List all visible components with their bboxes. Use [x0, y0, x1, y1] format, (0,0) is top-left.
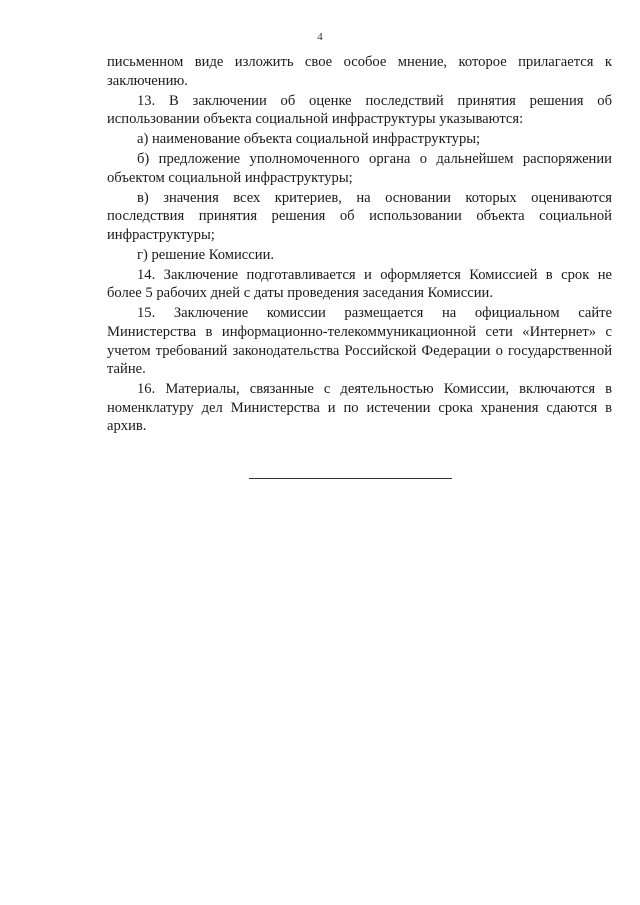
document-body [107, 53, 612, 437]
paragraph-16: 16. Материалы, связанные с деятельностью Комиссии, включаются в номенклатуру дел Министерства и по истечении срока хранения сдаются в архив. [107, 381, 612, 435]
paragraph-13b: б) предложение уполномоченного органа о дальнейшем распоряжении объектом социальной инфраструктуры; [107, 151, 612, 186]
end-separator-line [249, 478, 452, 479]
paragraph-15: 15. Заключение комиссии размещается на официальном сайте Министерства в информационно-телекоммуникационной сети «Интернет» с учетом требований законодательства Российской Федерации о государственной тайне. [107, 305, 612, 378]
paragraph-continuation: письменном виде изложить свое особое мнение, которое прилагается к заключению. [107, 54, 612, 89]
paragraph-13a: а) наименование объекта социальной инфраструктуры; [137, 131, 481, 148]
paragraph-14: 14. Заключение подготавливается и оформляется Комиссией в срок не более 5 рабочих дней с даты проведения заседания Комиссии. [107, 266, 612, 302]
paragraph-13d: г) решение Комиссии. [137, 246, 275, 263]
page-number: 4 [317, 31, 323, 43]
paragraph-13c: в) значения всех критериев, на основании которых оцениваются последствия принятия решения об использовании объекта социальной инфраструктуры; [107, 189, 612, 243]
paragraph-13: 13. В заключении об оценке последствий принятия решения об использовании объекта социальной инфраструктуры указываются: [107, 92, 612, 128]
